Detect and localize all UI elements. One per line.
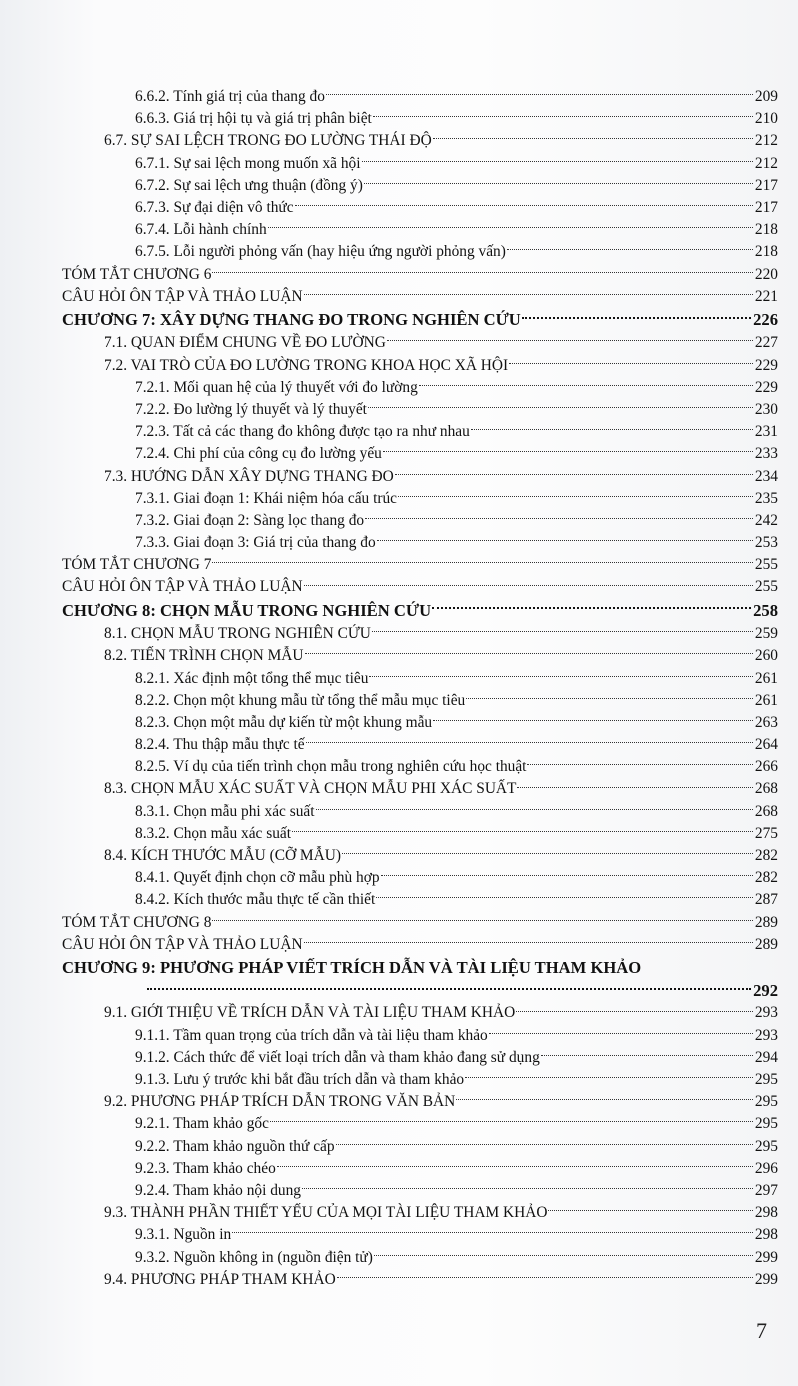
dot-leader bbox=[316, 808, 753, 810]
toc-entry-page: 227 bbox=[754, 334, 778, 352]
toc-entry-label: 6.7.1. Sự sai lệch mong muốn xã hội bbox=[135, 154, 361, 172]
toc-entry bbox=[62, 1180, 778, 1202]
dot-leader bbox=[398, 495, 753, 497]
toc-entry-page: 299 bbox=[754, 1270, 778, 1288]
dot-leader bbox=[433, 719, 753, 721]
toc-entry bbox=[62, 554, 778, 576]
dot-leader bbox=[304, 584, 753, 586]
toc-entry-label: TÓM TẮT CHƯƠNG 8 bbox=[62, 913, 212, 931]
dot-leader bbox=[548, 1209, 752, 1211]
toc-entry-page: 298 bbox=[754, 1204, 778, 1222]
toc-entry-label: TÓM TẮT CHƯƠNG 6 bbox=[62, 265, 212, 283]
toc-entry-page: 229 bbox=[754, 356, 778, 374]
toc-entry-label: 9.2.4. Tham khảo nội dung bbox=[135, 1181, 302, 1199]
dot-leader bbox=[212, 561, 752, 563]
toc-entry-page: 287 bbox=[754, 891, 778, 909]
toc-entry bbox=[62, 734, 778, 756]
toc-entry-label: CÂU HỎI ÔN TẬP VÀ THẢO LUẬN bbox=[62, 935, 303, 953]
dot-leader bbox=[517, 786, 752, 788]
toc-entry bbox=[62, 108, 778, 130]
dot-leader bbox=[365, 517, 753, 519]
toc-entry-label: 7.2. VAI TRÒ CỦA ĐO LƯỜNG TRONG KHOA HỌC XÃ HỘI bbox=[104, 356, 509, 374]
toc-entry bbox=[62, 332, 778, 354]
toc-entry bbox=[62, 466, 778, 488]
dot-leader bbox=[292, 830, 753, 832]
toc-entry-label: CÂU HỎI ÔN TẬP VÀ THẢO LUẬN bbox=[62, 578, 303, 596]
toc-entry-label: CHƯƠNG 7: XÂY DỰNG THANG ĐO TRONG NGHIÊN CỨU bbox=[62, 309, 521, 329]
toc-entry bbox=[62, 1224, 778, 1246]
toc-entry-page: 297 bbox=[754, 1181, 778, 1199]
toc-entry-label: 6.6.2. Tính giá trị của thang đo bbox=[135, 88, 325, 105]
toc-entry-page: 235 bbox=[754, 489, 778, 507]
toc-entry-page: 295 bbox=[754, 1115, 778, 1133]
toc-chapter-entry bbox=[62, 308, 778, 333]
toc-entry bbox=[62, 264, 778, 286]
toc-entry-label: 9.3.1. Nguồn in bbox=[135, 1226, 232, 1244]
toc-entry bbox=[62, 1158, 778, 1180]
toc-entry-page: 266 bbox=[754, 758, 778, 776]
toc-entry bbox=[62, 1113, 778, 1135]
toc-entry bbox=[62, 443, 778, 465]
toc-entry-label: 7.3.3. Giai đoạn 3: Giá trị của thang đo bbox=[135, 534, 376, 552]
toc-entry-page: 218 bbox=[754, 243, 778, 261]
toc-entry bbox=[62, 130, 778, 152]
table-of-contents bbox=[62, 86, 778, 1291]
toc-entry bbox=[62, 1136, 778, 1158]
toc-entry-label: 7.2.1. Mối quan hệ của lý thuyết với đo lường bbox=[135, 378, 418, 396]
toc-entry-page: 260 bbox=[754, 647, 778, 665]
toc-entry-page: 295 bbox=[754, 1137, 778, 1155]
toc-entry-label: 7.3.2. Giai đoạn 2: Sàng lọc thang đo bbox=[135, 511, 365, 529]
dot-leader bbox=[509, 362, 753, 364]
toc-entry bbox=[62, 1091, 778, 1113]
toc-entry-label: CHƯƠNG 8: CHỌN MẪU TRONG NGHIÊN CỨU bbox=[62, 600, 432, 620]
toc-entry-page: 255 bbox=[754, 556, 778, 574]
dot-leader bbox=[336, 1143, 753, 1145]
toc-entry-label: 8.4.2. Kích thước mẫu thực tế cần thiết bbox=[135, 891, 376, 909]
toc-entry bbox=[62, 712, 778, 734]
toc-entry bbox=[62, 175, 778, 197]
toc-entry-label: 9.1.3. Lưu ý trước khi bắt đầu trích dẫn và tham khảo bbox=[135, 1071, 465, 1088]
toc-entry-page: 210 bbox=[754, 110, 778, 128]
dot-leader bbox=[466, 697, 753, 699]
dot-leader bbox=[527, 763, 752, 765]
toc-entry-label: 7.2.3. Tất cả các thang đo không được tạo ra như nhau bbox=[135, 423, 470, 441]
toc-entry-label: 9.3. THÀNH PHẦN THIẾT YẾU CỦA MỌI TÀI LIỆU THAM KHẢO bbox=[104, 1204, 548, 1222]
toc-entry bbox=[62, 934, 778, 956]
dot-leader bbox=[516, 1010, 753, 1012]
toc-entry-label: 9.2.1. Tham khảo gốc bbox=[135, 1115, 269, 1133]
toc-entry-label: 6.6.3. Giá trị hội tụ và giá trị phân biệt bbox=[135, 110, 372, 128]
toc-entry bbox=[62, 1269, 778, 1291]
toc-entry-page: 268 bbox=[754, 802, 778, 820]
toc-entry-page: 295 bbox=[754, 1093, 778, 1111]
dot-leader bbox=[342, 852, 753, 854]
toc-entry-label: 7.2.2. Đo lường lý thuyết và lý thuyết bbox=[135, 400, 367, 418]
toc-entry bbox=[62, 1047, 778, 1069]
toc-entry-page: 220 bbox=[754, 265, 778, 283]
toc-entry-page: 226 bbox=[753, 309, 778, 329]
toc-entry bbox=[62, 1202, 778, 1224]
toc-entry-label: 7.1. QUAN ĐIỂM CHUNG VỀ ĐO LƯỜNG bbox=[104, 334, 386, 352]
dot-leader bbox=[489, 1032, 753, 1034]
toc-entry-page: 212 bbox=[754, 132, 778, 150]
toc-entry-page: 212 bbox=[754, 154, 778, 172]
toc-entry-label: 9.1.1. Tầm quan trọng của trích dẫn và tài liệu tham khảo bbox=[135, 1026, 488, 1044]
toc-entry-label: 6.7.3. Sự đại diện vô thức bbox=[135, 198, 294, 216]
toc-entry-page: 295 bbox=[754, 1071, 778, 1088]
toc-entry-label: 9.1.2. Cách thức để viết loại trích dẫn và tham khảo đang sử dụng bbox=[135, 1048, 540, 1066]
toc-entry-page: 299 bbox=[754, 1248, 778, 1266]
dot-leader bbox=[212, 919, 752, 921]
toc-entry-page: 218 bbox=[754, 221, 778, 239]
toc-entry bbox=[62, 153, 778, 175]
toc-entry-page: 230 bbox=[754, 400, 778, 418]
toc-chapter-entry: CHƯƠNG 9: PHƯƠNG PHÁP VIẾT TRÍCH DẪN VÀ TÀI LIỆU THAM KHẢO bbox=[62, 957, 642, 977]
toc-entry bbox=[62, 1247, 778, 1269]
toc-entry bbox=[62, 668, 778, 690]
dot-leader bbox=[465, 1076, 753, 1078]
toc-entry-label: 8.3.1. Chọn mẫu phi xác suất bbox=[135, 802, 315, 820]
toc-entry-page: 294 bbox=[754, 1048, 778, 1066]
toc-entry-page: 231 bbox=[754, 423, 778, 441]
toc-entry-label: 9.2.2. Tham khảo nguồn thứ cấp bbox=[135, 1137, 335, 1155]
toc-entry-label: 8.4.1. Quyết định chọn cỡ mẫu phù hợp bbox=[135, 869, 380, 887]
toc-entry-page: 282 bbox=[754, 869, 778, 887]
dot-leader bbox=[541, 1054, 753, 1056]
toc-entry bbox=[62, 488, 778, 510]
dot-leader bbox=[270, 1120, 753, 1122]
dot-leader bbox=[302, 1187, 753, 1189]
dot-leader bbox=[377, 539, 753, 541]
toc-entry-label: TÓM TẮT CHƯƠNG 7 bbox=[62, 556, 212, 574]
toc-entry-label: 7.2.4. Chi phí của công cụ đo lường yếu bbox=[135, 445, 382, 463]
toc-entry-page: 289 bbox=[754, 913, 778, 931]
toc-entry-label: 8.2.2. Chọn một khung mẫu từ tổng thể mẫu mục tiêu bbox=[135, 691, 466, 709]
toc-entry bbox=[62, 867, 778, 889]
dot-leader bbox=[369, 675, 753, 677]
toc-entry-page: 264 bbox=[754, 736, 778, 754]
dot-leader bbox=[364, 182, 753, 184]
toc-entry bbox=[62, 845, 778, 867]
toc-entry-page: 261 bbox=[754, 691, 778, 709]
toc-entry bbox=[62, 623, 778, 645]
dot-leader bbox=[381, 874, 753, 876]
toc-entry bbox=[62, 241, 778, 263]
toc-entry-page: 209 bbox=[754, 88, 778, 105]
dot-leader bbox=[507, 248, 753, 250]
toc-entry-page: 217 bbox=[754, 176, 778, 194]
toc-entry-page: 282 bbox=[754, 847, 778, 864]
toc-entry-page: 242 bbox=[754, 511, 778, 529]
dot-leader bbox=[522, 316, 751, 319]
toc-entry-label: 8.4. KÍCH THƯỚC MẪU (CỠ MẪU) bbox=[104, 847, 341, 864]
toc-entry-page: 293 bbox=[754, 1026, 778, 1044]
toc-entry-label: 6.7.4. Lỗi hành chính bbox=[135, 221, 267, 239]
dot-leader bbox=[362, 160, 753, 162]
toc-entry bbox=[62, 823, 778, 845]
toc-entry bbox=[62, 576, 778, 598]
toc-entry bbox=[62, 510, 778, 532]
toc-entry-label: 8.2.3. Chọn một mẫu dự kiến từ một khung mẫu bbox=[135, 713, 433, 731]
toc-entry-label: 8.3.2. Chọn mẫu xác suất bbox=[135, 824, 292, 842]
toc-entry-label: 7.3.1. Giai đoạn 1: Khái niệm hóa cấu trúc bbox=[135, 489, 397, 507]
dot-leader bbox=[387, 339, 753, 341]
toc-chapter-page-line bbox=[62, 980, 778, 1002]
toc-entry-page: 289 bbox=[754, 935, 778, 953]
toc-entry-label: 6.7. SỰ SAI LỆCH TRONG ĐO LƯỜNG THÁI ĐỘ bbox=[104, 132, 432, 150]
toc-entry-page: 296 bbox=[754, 1159, 778, 1177]
toc-entry bbox=[62, 1025, 778, 1047]
toc-entry bbox=[62, 1002, 778, 1024]
toc-entry-label: 8.2.1. Xác định một tổng thể mục tiêu bbox=[135, 669, 369, 687]
dot-leader bbox=[277, 1165, 753, 1167]
toc-entry bbox=[62, 1069, 778, 1091]
toc-entry bbox=[62, 286, 778, 308]
toc-entry-label: 6.7.2. Sự sai lệch ưng thuận (đồng ý) bbox=[135, 176, 363, 194]
dot-leader bbox=[212, 271, 752, 273]
dot-leader bbox=[304, 941, 753, 943]
page-number: 7 bbox=[756, 1318, 767, 1343]
dot-leader bbox=[295, 204, 753, 206]
dot-leader bbox=[305, 652, 753, 654]
toc-entry-page: 292 bbox=[753, 981, 778, 1001]
toc-entry-page: 259 bbox=[754, 625, 778, 643]
toc-entry-label: 8.1. CHỌN MẪU TRONG NGHIÊN CỨU bbox=[104, 625, 371, 643]
toc-entry-page: 263 bbox=[754, 713, 778, 731]
toc-entry-label: 8.2.5. Ví dụ của tiến trình chọn mẫu trong nghiên cứu học thuật bbox=[135, 758, 527, 776]
toc-entry-page: 268 bbox=[754, 780, 778, 798]
toc-entry-page: 253 bbox=[754, 534, 778, 552]
toc-entry-label: 8.2.4. Thu thập mẫu thực tế bbox=[135, 736, 305, 754]
dot-leader bbox=[326, 93, 753, 95]
toc-entry-label: CÂU HỎI ÔN TẬP VÀ THẢO LUẬN bbox=[62, 287, 303, 305]
dot-leader bbox=[232, 1231, 753, 1233]
dot-leader bbox=[373, 115, 753, 117]
toc-entry-label: 9.1. GIỚI THIỆU VỀ TRÍCH DẪN VÀ TÀI LIỆU THAM KHẢO bbox=[104, 1004, 516, 1022]
toc-entry bbox=[62, 645, 778, 667]
dot-leader bbox=[147, 987, 751, 990]
toc-entry bbox=[62, 355, 778, 377]
toc-entry-page: 255 bbox=[754, 578, 778, 596]
dot-leader bbox=[306, 741, 753, 743]
dot-leader bbox=[456, 1098, 753, 1100]
toc-entry-page: 234 bbox=[754, 467, 778, 485]
toc-entry-page: 275 bbox=[754, 824, 778, 842]
dot-leader bbox=[395, 473, 753, 475]
toc-entry bbox=[62, 421, 778, 443]
dot-leader bbox=[419, 384, 753, 386]
toc-entry bbox=[62, 399, 778, 421]
dot-leader bbox=[368, 406, 753, 408]
toc-entry-page: 221 bbox=[754, 287, 778, 305]
toc-entry-page: 233 bbox=[754, 445, 778, 463]
toc-entry-label: 9.2.3. Tham khảo chéo bbox=[135, 1159, 276, 1177]
dot-leader bbox=[304, 293, 753, 295]
toc-entry-label: 8.3. CHỌN MẪU XÁC SUẤT VÀ CHỌN MẪU PHI XÁC SUẤT bbox=[104, 780, 517, 798]
dot-leader bbox=[471, 428, 753, 430]
dot-leader bbox=[432, 606, 751, 609]
toc-entry bbox=[62, 532, 778, 554]
toc-entry bbox=[62, 219, 778, 241]
toc-entry-label: 9.3.2. Nguồn không in (nguồn điện tử) bbox=[135, 1248, 373, 1266]
toc-entry bbox=[62, 377, 778, 399]
toc-entry-page: 261 bbox=[754, 669, 778, 687]
toc-entry bbox=[62, 756, 778, 778]
dot-leader bbox=[337, 1276, 753, 1278]
dot-leader bbox=[383, 450, 753, 452]
toc-entry-page: 258 bbox=[753, 600, 778, 620]
toc-entry bbox=[62, 690, 778, 712]
dot-leader bbox=[376, 896, 753, 898]
toc-entry-page: 293 bbox=[754, 1004, 778, 1022]
toc-entry-label: 6.7.5. Lỗi người phỏng vấn (hay hiệu ứng người phỏng vấn) bbox=[135, 243, 506, 261]
toc-entry bbox=[62, 778, 778, 800]
toc-entry bbox=[62, 912, 778, 934]
toc-entry bbox=[62, 801, 778, 823]
toc-entry-page: 229 bbox=[754, 378, 778, 396]
toc-entry bbox=[62, 86, 778, 108]
toc-entry-label: 9.4. PHƯƠNG PHÁP THAM KHẢO bbox=[104, 1270, 336, 1288]
toc-entry-label: 9.2. PHƯƠNG PHÁP TRÍCH DẪN TRONG VĂN BẢN bbox=[104, 1093, 456, 1111]
toc-entry bbox=[62, 889, 778, 911]
toc-chapter-entry bbox=[62, 599, 778, 624]
toc-entry-label: 7.3. HƯỚNG DẪN XÂY DỰNG THANG ĐO bbox=[104, 467, 394, 485]
dot-leader bbox=[268, 226, 753, 228]
toc-entry-page: 217 bbox=[754, 198, 778, 216]
toc-entry-page: 298 bbox=[754, 1226, 778, 1244]
dot-leader bbox=[374, 1254, 753, 1256]
dot-leader bbox=[372, 630, 753, 632]
dot-leader bbox=[433, 137, 753, 139]
toc-entry-label: 8.2. TIẾN TRÌNH CHỌN MẪU bbox=[104, 647, 304, 665]
toc-entry bbox=[62, 197, 778, 219]
